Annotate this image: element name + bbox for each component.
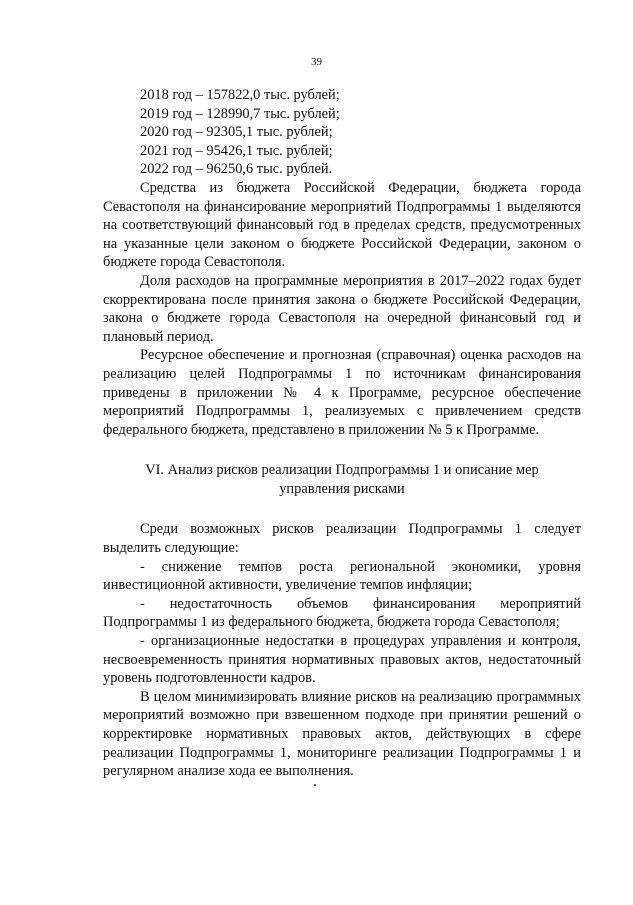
year-line: 2021 год – 95426,1 тыс. рублей;	[140, 142, 333, 159]
page-content	[103, 86, 581, 781]
year-line: 2018 год – 157822,0 тыс. рублей;	[140, 87, 340, 103]
paragraph-risks-intro: Среди возможных рисков реализации Подпрограммы 1 следует выделить следующие:	[103, 521, 581, 557]
risk-item: - организационные недостатки в процедурах управления и контроля, несвоевременность принятия нормативных правовых актов, недостаточный уровень подготовленности кадров.	[103, 633, 581, 687]
year-line: 2022 год – 96250,6 тыс. рублей.	[140, 161, 333, 178]
risk-item: - снижение темпов роста региональной экономики, уровня инвестиционной активности, увеличение темпов инфляции;	[103, 558, 581, 594]
risk-item: - недостаточность объемов финансирования мероприятий Подпрограммы 1 из федерального бюджета, бюджета города Севастополя;	[103, 595, 581, 631]
paragraph-funding-sources: Средства из бюджета Российской Федерации, бюджета города Севастополя на финансирование мероприятий Подпрограммы 1 выделяются на соответствующий финансовый год в пределах средств, предусмотренных на указанные цели законом о бюджете Российской Федерации, законом о бюджете города Севастополя.	[103, 179, 581, 271]
year-list	[103, 86, 581, 179]
paragraph-expense-share: Доля расходов на программные мероприятия в 2017–2022 годах будет скорректирована после принятия закона о бюджете Российской Федерации, закона о бюджете города Севастополя на очередной финансовый год и плановый период.	[103, 272, 581, 345]
page-number: 39	[311, 56, 322, 68]
paragraph-risk-mitigation: В целом минимизировать влияние рисков на реализацию программных мероприятий возможно при взвешенном подходе при принятии решений о корректировке нормативных правовых актов, действующих в сфере реализации Подпрограммы 1, мониторинге реализации Подпрограммы 1 и регулярном анализе хода ее выполнения.	[103, 688, 581, 780]
year-line: 2019 год – 128990,7 тыс. рублей;	[140, 105, 340, 122]
section-heading: VI. Анализ рисков реализации Подпрограммы 1 и описание мер управления рисками	[145, 462, 539, 497]
scan-speck	[314, 784, 316, 786]
paragraph-resource-provision: Ресурсное обеспечение и прогнозная (справочная) оценка расходов на реализацию целей Подпрограммы 1 по источникам финансирования приведены в приложении № 4 к Программе, ресурсное обеспечение мероприятий Подпрограммы 1, реализуемых с привлечением средств федерального бюджета, представлено в приложении № 5 к Программе.	[103, 347, 581, 438]
year-line: 2020 год – 92305,1 тыс. рублей;	[140, 124, 333, 141]
